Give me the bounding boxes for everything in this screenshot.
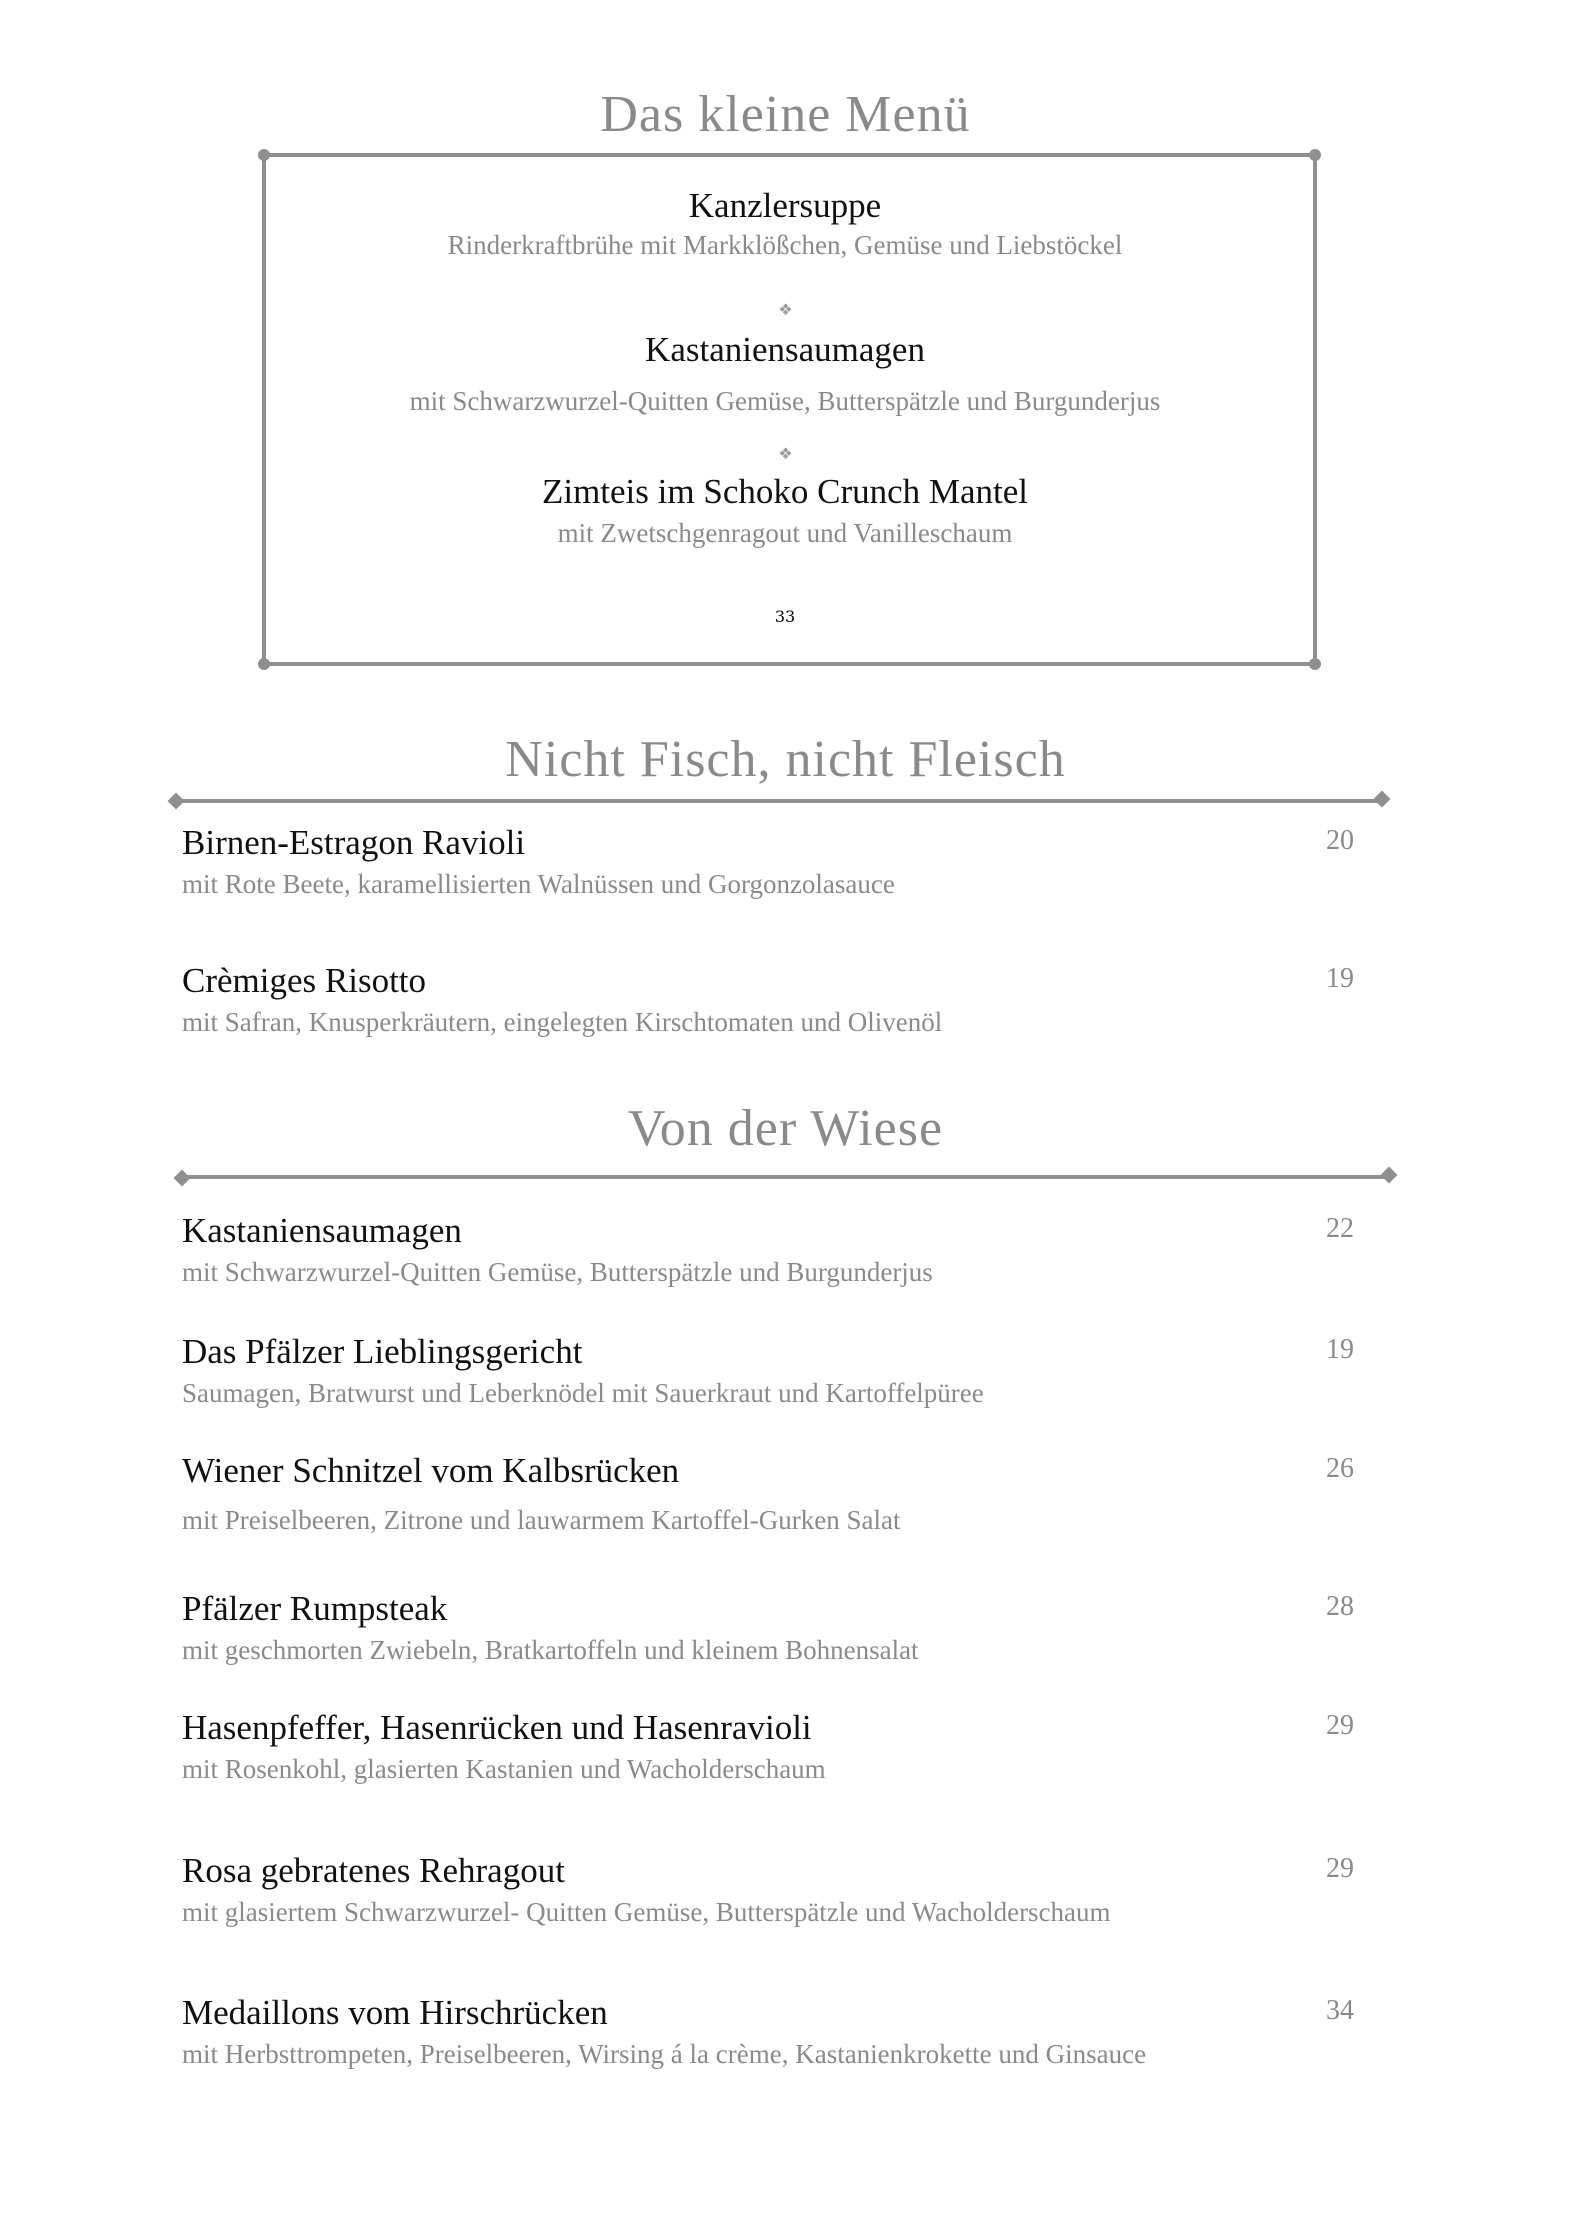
course-name: Zimteis im Schoko Crunch Mantel xyxy=(541,472,1029,511)
small-menu-title: Das kleine Menü xyxy=(600,86,971,143)
course-name: Kanzlersuppe xyxy=(688,186,882,225)
course-description: mit Schwarzwurzel-Quitten Gemüse, Butterspätzle und Burgunderjus xyxy=(409,386,1161,416)
item-description: mit geschmorten Zwiebeln, Bratkartoffeln und kleinem Bohnensalat xyxy=(182,1635,919,1665)
course-separator-icon: ❖ xyxy=(778,444,793,463)
item-description: mit Rote Beete, karamellisierten Walnüssen und Gorgonzolasauce xyxy=(182,869,895,899)
small-menu-course-2 xyxy=(265,330,1305,417)
item-name: Pfälzer Rumpsteak xyxy=(182,1589,448,1628)
item-description: mit Rosenkohl, glasierten Kastanien und Wacholderschaum xyxy=(182,1754,826,1784)
item-description: mit Schwarzwurzel-Quitten Gemüse, Butterspätzle und Burgunderjus xyxy=(182,1257,933,1287)
section-title-meadow: Von der Wiese xyxy=(627,1100,944,1157)
item-name: Medaillons vom Hirschrücken xyxy=(182,1993,608,2032)
item-price: 22 xyxy=(1326,1213,1354,1244)
course-separator-icon: ❖ xyxy=(778,300,793,319)
item-name: Hasenpfeffer, Hasenrücken und Hasenravioli xyxy=(182,1708,812,1747)
small-menu-price: 33 xyxy=(774,607,796,626)
menu-item xyxy=(182,1332,1352,1415)
item-price: 26 xyxy=(1326,1453,1354,1484)
course-name: Kastaniensaumagen xyxy=(645,330,925,369)
menu-item xyxy=(182,961,1352,1044)
item-price: 28 xyxy=(1326,1591,1354,1622)
item-price: 19 xyxy=(1326,963,1354,994)
item-price: 29 xyxy=(1326,1710,1354,1741)
section-title-vegetarian: Nicht Fisch, nicht Fleisch xyxy=(505,731,1066,788)
item-description: mit Herbsttrompeten, Preiselbeeren, Wirsing á la crème, Kastanienkrokette und Ginsauce xyxy=(182,2039,1147,2069)
item-price: 20 xyxy=(1326,825,1354,856)
course-description: mit Zwetschgenragout und Vanilleschaum xyxy=(557,518,1013,548)
item-name: Wiener Schnitzel vom Kalbsrücken xyxy=(182,1451,680,1490)
item-name: Das Pfälzer Lieblingsgericht xyxy=(182,1332,583,1371)
item-name: Rosa gebratenes Rehragout xyxy=(182,1851,565,1890)
item-name: Kastaniensaumagen xyxy=(182,1211,462,1250)
menu-item xyxy=(182,1993,1352,2076)
item-price: 19 xyxy=(1326,1334,1354,1365)
item-price: 34 xyxy=(1326,1995,1354,2026)
item-description: Saumagen, Bratwurst und Leberknödel mit Sauerkraut und Kartoffelpüree xyxy=(182,1378,984,1408)
item-description: mit Safran, Knusperkräutern, eingelegten Kirschtomaten und Olivenöl xyxy=(182,1007,943,1037)
item-name: Birnen-Estragon Ravioli xyxy=(182,823,526,862)
course-description: Rinderkraftbrühe mit Markklößchen, Gemüse und Liebstöckel xyxy=(447,230,1123,260)
item-description: mit Preiselbeeren, Zitrone und lauwarmem Kartoffel-Gurken Salat xyxy=(182,1505,901,1535)
small-menu-course-1 xyxy=(265,186,1305,261)
small-menu-course-3 xyxy=(265,472,1305,549)
menu-item xyxy=(182,1851,1352,1934)
menu-item xyxy=(182,1451,1352,1542)
menu-item xyxy=(182,1211,1352,1294)
item-description: mit glasiertem Schwarzwurzel- Quitten Gemüse, Butterspätzle und Wacholderschaum xyxy=(182,1897,1111,1927)
item-name: Crèmiges Risotto xyxy=(182,961,427,1000)
menu-item xyxy=(182,1589,1352,1672)
item-price: 29 xyxy=(1326,1853,1354,1884)
menu-item xyxy=(182,1708,1352,1791)
menu-item xyxy=(182,823,1352,906)
